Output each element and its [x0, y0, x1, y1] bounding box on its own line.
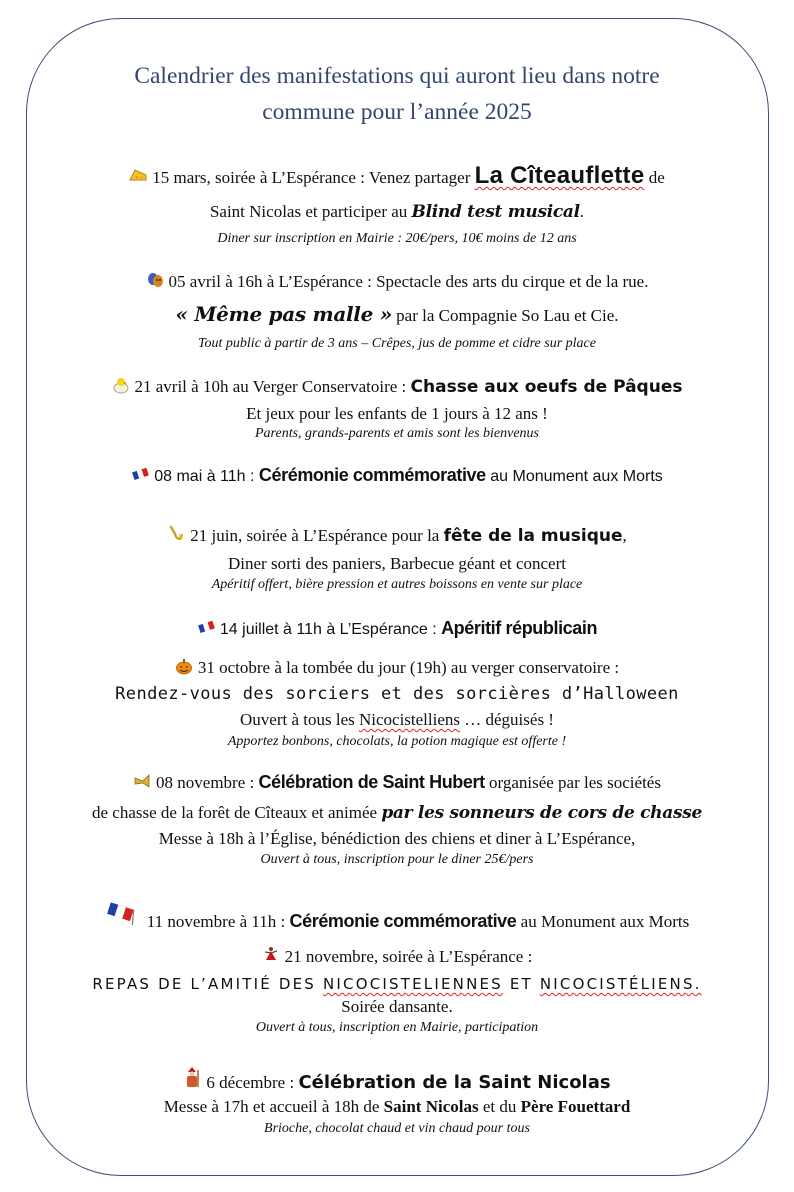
event-2-highlight: Même pas malle	[194, 302, 374, 326]
pumpkin-icon	[175, 657, 193, 675]
french-flag-icon	[105, 901, 137, 925]
event-11-line2-mid: et du	[478, 1097, 521, 1116]
event-4-highlight: Cérémonie commémorative	[258, 465, 486, 485]
event-10-intro: 21 novembre, soirée à L’Espérance :	[284, 947, 533, 966]
event-1-after: de	[644, 168, 665, 187]
event-7-intro: 31 octobre à la tombée du jour (19h) au verger conservatoire :	[197, 658, 620, 677]
title-line-2: commune pour l’année 2025	[262, 99, 532, 125]
event-10-highlight-pre: REPAS DE L’AMITIÉ DES	[92, 975, 323, 993]
event-1-line-1	[40, 162, 754, 190]
event-8-highlight: Célébration de Saint Hubert	[258, 772, 485, 792]
event-6-intro: 14 juillet à 11h à L’Espérance :	[219, 621, 442, 638]
event-10-line-2: Soirée dansante.	[341, 997, 453, 1016]
event-5-note: Apéritif offert, bière pression et autres boissons en vente sur place	[211, 577, 583, 592]
event-11-note: Brioche, chocolat chaud et vin chaud pour tous	[264, 1121, 530, 1136]
event-5-after: ,	[622, 526, 627, 545]
saxophone-icon	[167, 525, 185, 543]
event-7-line2-word: Nicocistelliens	[358, 710, 461, 729]
event-1-line-2	[40, 202, 754, 222]
event-10-line-1	[40, 946, 754, 967]
event-1-line2-highlight: Blind test musical	[411, 202, 580, 222]
theatre-masks-icon	[146, 271, 164, 289]
event-3-intro: 21 avril à 10h au Verger Conservatoire :	[134, 377, 411, 396]
saint-nicolas-icon	[183, 1066, 201, 1088]
french-flag-icon	[131, 465, 149, 483]
event-2-quote-close: »	[373, 302, 392, 326]
event-10-highlight	[40, 975, 754, 993]
event-10-highlight-w1: NICOCISTELIENNES	[323, 975, 503, 993]
event-7-line-2	[40, 710, 754, 730]
event-11-line-2	[40, 1097, 754, 1117]
event-5-intro: 21 juin, soirée à L’Espérance pour la	[190, 526, 444, 545]
event-5-line-2: Diner sorti des paniers, Barbecue géant et concert	[228, 554, 566, 573]
event-8-line-3: Messe à 18h à l’Église, bénédiction des chiens et diner à L’Espérance,	[158, 829, 636, 848]
event-10-highlight-mid: ET	[502, 975, 540, 993]
event-7-highlight: Rendez-vous des sorciers et des sorcières d’Halloween	[115, 684, 679, 704]
event-8-line-2	[40, 803, 754, 823]
event-9-after: au Monument aux Morts	[516, 912, 690, 931]
event-4-line-1	[40, 465, 754, 486]
event-2-quote-open: «	[175, 302, 195, 326]
event-8-intro: 08 novembre :	[156, 773, 259, 792]
event-11-line2-pre: Messe à 17h et accueil à 18h de	[163, 1097, 384, 1116]
event-6-highlight: Apéritif républicain	[441, 618, 598, 638]
event-2-intro: 05 avril à 16h à L’Espérance : Spectacle des arts du cirque et de la rue.	[168, 272, 649, 291]
event-11-highlight: Célébration de la Saint Nicolas	[298, 1072, 611, 1093]
easter-chick-icon	[112, 376, 130, 394]
title-line-1: Calendrier des manifestations qui auront lieu dans notre	[134, 63, 660, 89]
event-9-intro: 11 novembre à 11h :	[146, 912, 290, 931]
event-7-line2-pre: Ouvert à tous les	[240, 710, 359, 729]
cheese-icon	[129, 167, 147, 185]
event-9-highlight: Cérémonie commémorative	[289, 911, 517, 931]
event-3-highlight: Chasse aux oeufs de Pâques	[410, 377, 683, 397]
event-11-intro: 6 décembre :	[206, 1073, 299, 1092]
event-1-note: Diner sur inscription en Mairie : 20€/pers, 10€ moins de 12 ans	[217, 231, 577, 246]
event-3-line-2: Et jeux pour les enfants de 1 jours à 12 ans !	[246, 404, 548, 423]
event-1-intro: 15 mars, soirée à L’Espérance : Venez partager	[152, 168, 475, 187]
event-8-note: Ouvert à tous, inscription pour le diner 25€/pers	[260, 852, 534, 867]
event-10-note: Ouvert à tous, inscription en Mairie, participation	[255, 1020, 539, 1035]
event-8-line2-pre: de chasse de la forêt de Cîteaux et animée	[92, 803, 382, 822]
event-4-intro: 08 mai à 11h :	[154, 468, 259, 485]
event-1-line2-pre: Saint Nicolas et participer au	[209, 202, 412, 221]
event-8-line2-highlight: par les sonneurs de cors de chasse	[381, 803, 702, 823]
event-5-highlight: fête de la musique	[443, 526, 623, 546]
event-3-note: Parents, grands-parents et amis sont les bienvenus	[255, 426, 539, 441]
event-11-line2-b1: Saint Nicolas	[383, 1097, 479, 1116]
event-7-note: Apportez bonbons, chocolats, la potion magique est offerte !	[227, 734, 567, 749]
event-2-after: par la Compagnie So Lau et Cie.	[391, 306, 619, 325]
event-1-highlight: La Cîteauflette	[474, 162, 645, 189]
event-2-note: Tout public à partir de 3 ans – Crêpes, jus de pomme et cidre sur place	[198, 336, 596, 351]
event-7-line-1	[40, 657, 754, 678]
hunting-horn-icon	[133, 772, 151, 790]
event-8-line-1	[40, 772, 754, 793]
event-5-line-1	[40, 525, 754, 546]
event-2-line-2	[40, 302, 754, 326]
event-1-line2-post: .	[579, 202, 585, 221]
event-11-line2-b2: Père Fouettard	[520, 1097, 631, 1116]
event-3-line-1	[40, 376, 754, 397]
event-7-line2-post: … déguisés !	[460, 710, 554, 729]
event-6-line-1	[40, 618, 754, 639]
event-10-highlight-w2: NICOCISTÉLIENS.	[539, 975, 702, 993]
french-flag-icon	[197, 618, 215, 636]
event-2-line-1	[40, 271, 754, 292]
dancer-icon	[262, 946, 280, 964]
event-4-after: au Monument aux Morts	[485, 468, 663, 485]
event-11-line-1	[40, 1066, 754, 1093]
event-9-line-1	[40, 901, 754, 932]
page-title	[60, 58, 734, 130]
event-8-after: organisée par les sociétés	[484, 773, 661, 792]
